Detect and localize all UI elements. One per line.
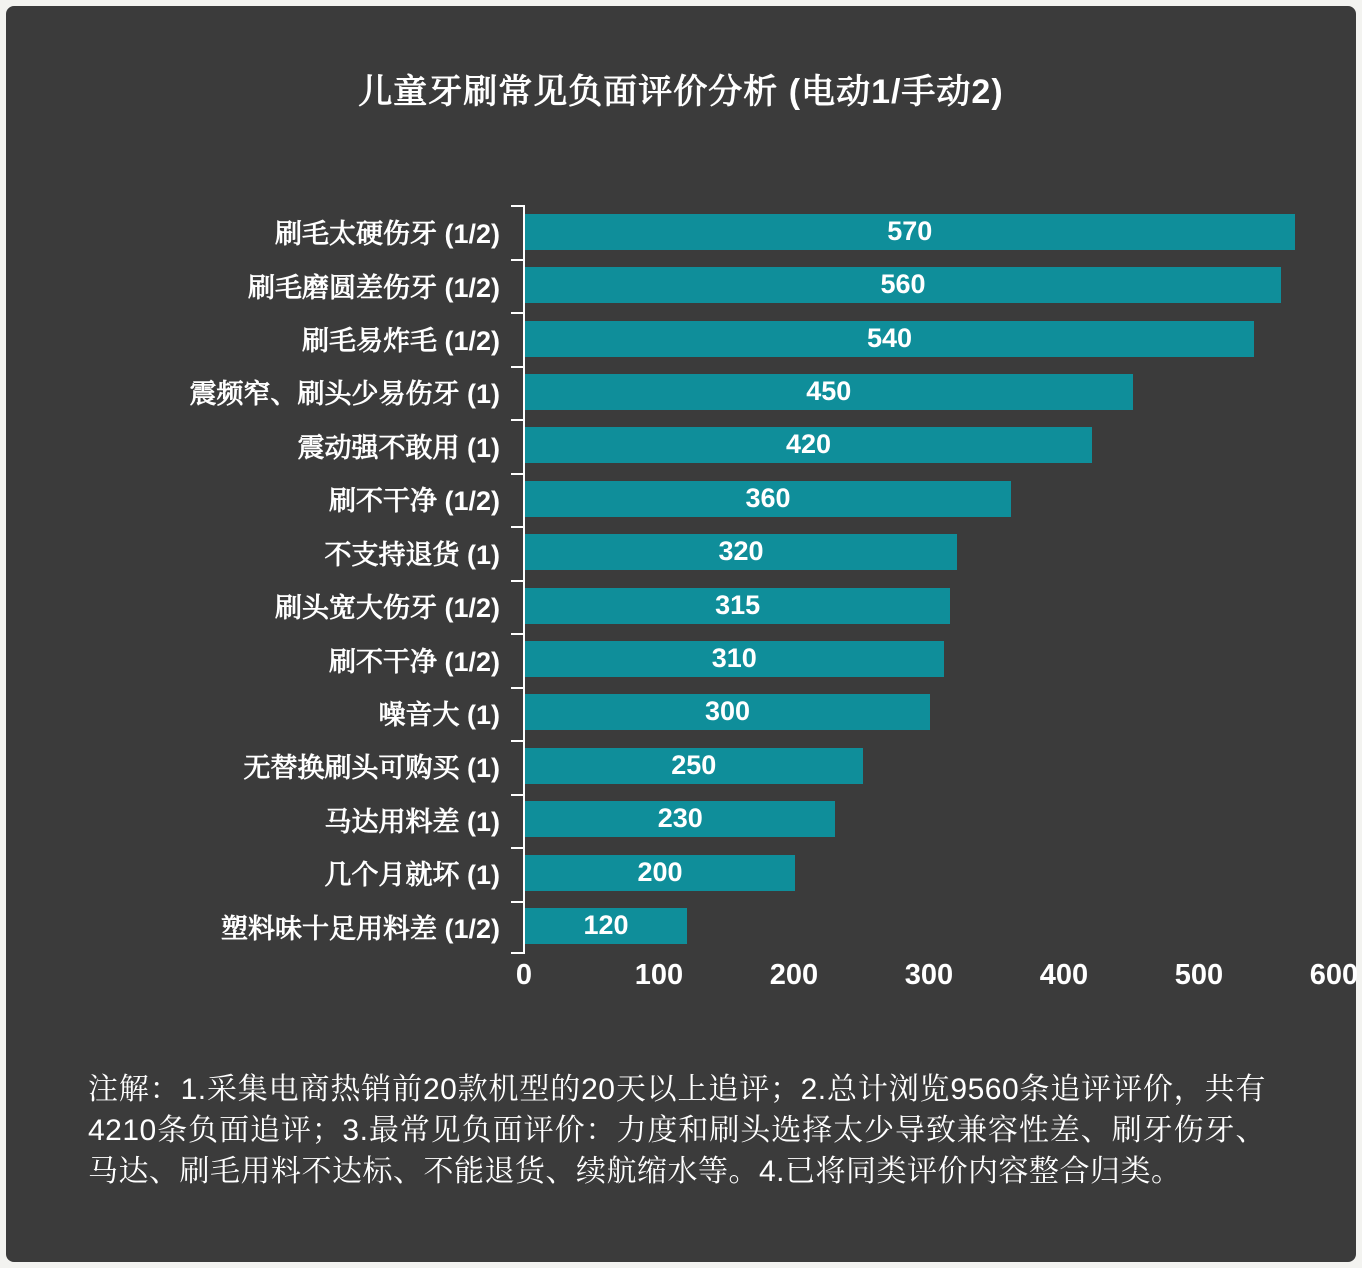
chart-canvas bbox=[6, 6, 1359, 1262]
category-label: 震动强不敢用 (1) bbox=[297, 432, 500, 463]
bar bbox=[525, 748, 863, 784]
x-axis-tick-label: 400 bbox=[1039, 959, 1089, 991]
bar-track bbox=[525, 739, 1335, 792]
x-axis-tick-label: 500 bbox=[1174, 959, 1224, 991]
category-label: 塑料味十足用料差 (1/2) bbox=[220, 913, 500, 944]
bar bbox=[525, 694, 930, 730]
bar-track bbox=[525, 579, 1335, 632]
category-label: 刷不干净 (1/2) bbox=[328, 646, 500, 677]
bar-value-label: 315 bbox=[715, 589, 761, 620]
bar-rows bbox=[6, 205, 1356, 953]
bar-value-label: 310 bbox=[711, 642, 757, 673]
bar-value-label: 420 bbox=[785, 429, 832, 460]
bar bbox=[525, 801, 835, 837]
bar-row bbox=[6, 419, 1356, 472]
bar-value-label: 570 bbox=[887, 215, 933, 246]
category-label: 马达用料差 (1) bbox=[324, 806, 500, 837]
bar-row bbox=[6, 899, 1356, 952]
x-axis-tick-label: 200 bbox=[769, 959, 819, 991]
bar-track bbox=[525, 632, 1335, 685]
bar bbox=[525, 855, 795, 891]
category-label: 刷不干净 (1/2) bbox=[328, 486, 500, 517]
bar-value-label: 320 bbox=[718, 536, 764, 567]
bar-row bbox=[6, 526, 1356, 579]
bar-track bbox=[525, 793, 1335, 846]
bar-value-label: 230 bbox=[657, 803, 703, 834]
bar-track bbox=[525, 312, 1335, 365]
bar-row bbox=[6, 258, 1356, 311]
bar-track bbox=[525, 526, 1335, 579]
bar-value-label: 560 bbox=[880, 268, 926, 299]
bar bbox=[525, 908, 687, 944]
bar-value-label: 450 bbox=[806, 375, 852, 406]
bar-value-label: 120 bbox=[583, 910, 629, 941]
bar-track bbox=[525, 365, 1335, 418]
bar bbox=[525, 588, 950, 624]
category-label: 不支持退货 (1) bbox=[324, 539, 500, 570]
category-label: 刷毛太硬伤牙 (1/2) bbox=[274, 219, 500, 250]
bar-value-label: 250 bbox=[671, 749, 717, 780]
bar-value-label: 540 bbox=[866, 322, 913, 353]
bar bbox=[525, 481, 1011, 517]
x-axis-tick-label: 600 bbox=[1309, 959, 1359, 991]
bar bbox=[525, 427, 1092, 463]
bar-row bbox=[6, 472, 1356, 525]
bar bbox=[525, 374, 1133, 410]
footnote-text: 注解：1.采集电商热销前20款机型的20天以上追评；2.总计浏览9560条追评评价，共有4210条负面追评；3.最常见负面评价：力度和刷头选择太少导致兼容性差、刷牙伤牙、马达、刷毛用料不达标、不能退货、续航缩水等。4.已将同类评价内容整合归类。 bbox=[88, 1073, 1266, 1188]
bar-track bbox=[525, 686, 1335, 739]
bar-row bbox=[6, 739, 1356, 792]
bar bbox=[525, 534, 957, 570]
bar-row bbox=[6, 686, 1356, 739]
category-label: 刷毛磨圆差伤牙 (1/2) bbox=[247, 272, 500, 303]
bar-track bbox=[525, 899, 1335, 952]
bar bbox=[525, 321, 1254, 357]
x-axis-labels bbox=[515, 959, 1359, 1003]
category-label: 无替换刷头可购买 (1) bbox=[243, 753, 500, 784]
bar bbox=[525, 214, 1295, 250]
bar-row bbox=[6, 632, 1356, 685]
x-axis-tick-label: 100 bbox=[634, 959, 684, 991]
bar-track bbox=[525, 258, 1335, 311]
bar-value-label: 300 bbox=[704, 696, 751, 727]
bar bbox=[525, 267, 1281, 303]
x-axis-tick-label: 300 bbox=[904, 959, 954, 991]
category-label: 刷头宽大伤牙 (1/2) bbox=[274, 593, 500, 624]
bar-row bbox=[6, 365, 1356, 418]
category-label: 震频窄、刷头少易伤牙 (1) bbox=[189, 379, 500, 410]
bar-row bbox=[6, 579, 1356, 632]
bar-track bbox=[525, 419, 1335, 472]
bar-value-label: 360 bbox=[745, 482, 791, 513]
category-label: 几个月就坏 (1) bbox=[324, 860, 500, 891]
bar-row bbox=[6, 846, 1356, 899]
bar-row bbox=[6, 205, 1356, 258]
bar bbox=[525, 641, 944, 677]
x-axis-tick-label: 0 bbox=[515, 959, 533, 991]
category-label: 噪音大 (1) bbox=[378, 700, 500, 730]
bar-track bbox=[525, 846, 1335, 899]
bar-track bbox=[525, 205, 1335, 258]
chart-title: 儿童牙刷常见负面评价分析 (电动1/手动2) bbox=[358, 73, 1004, 111]
bar-track bbox=[525, 472, 1335, 525]
bar-row bbox=[6, 312, 1356, 365]
bar-value-label: 200 bbox=[637, 856, 683, 887]
bar-row bbox=[6, 793, 1356, 846]
category-label: 刷毛易炸毛 (1/2) bbox=[301, 326, 500, 357]
